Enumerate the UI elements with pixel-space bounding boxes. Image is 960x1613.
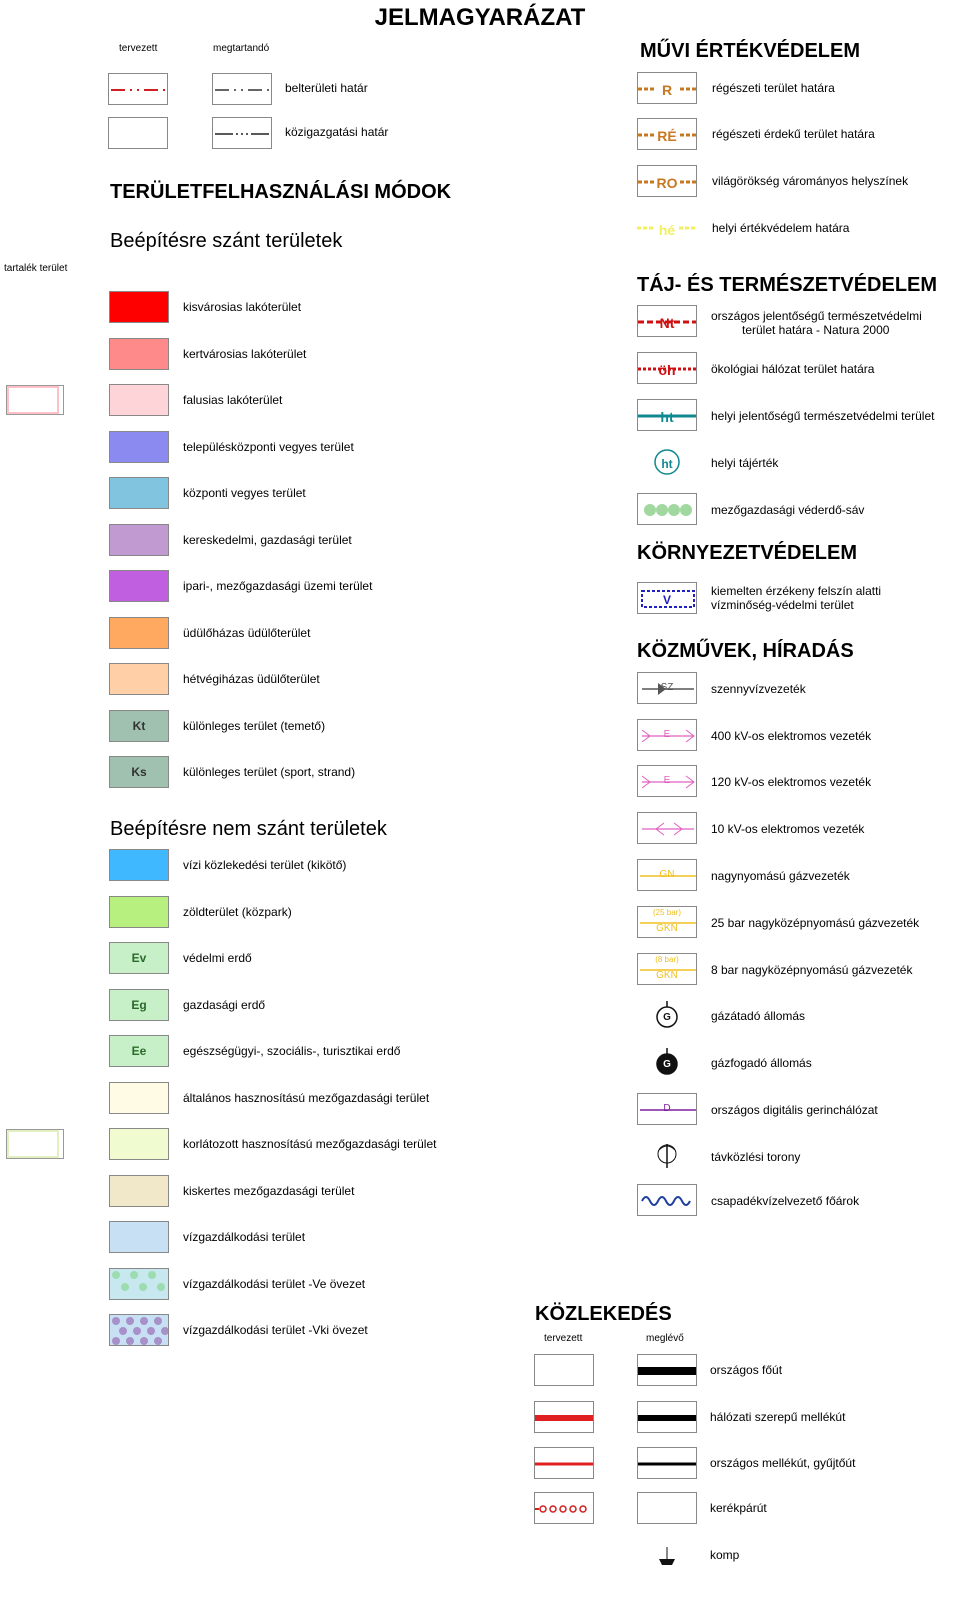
utility-note: (8 bar)	[655, 955, 679, 964]
utility-code: G	[663, 1011, 671, 1023]
heritage-label: régészeti terület határa	[712, 81, 835, 95]
land-use-label: üdülőházas üdülőterület	[183, 626, 311, 640]
utility-label: 120 kV-os elektromos vezeték	[711, 775, 872, 789]
transport-planned-symbol	[534, 1354, 594, 1386]
transport-label: komp	[710, 1548, 740, 1562]
nature-code: öh	[658, 362, 676, 378]
land-use-swatch: Ks	[109, 756, 169, 788]
transport-planned-symbol	[534, 1492, 594, 1524]
reserve-label: tartalék terület	[4, 263, 68, 274]
utility-code: E	[663, 775, 671, 786]
nature-label-line2: terület határa - Natura 2000	[742, 323, 890, 337]
heritage-label: világörökség várományos helyszínek	[712, 174, 909, 188]
transport-existing-symbol	[637, 1354, 697, 1386]
transport-label: hálózati szerepű mellékút	[710, 1410, 846, 1424]
utility-code: E	[663, 729, 671, 740]
land-use-swatch: Ee	[109, 1035, 169, 1067]
keep-label: megtartandó	[213, 43, 270, 54]
boundary-inner-label: belterületi határ	[285, 81, 368, 95]
land-use-swatch	[109, 570, 169, 602]
heritage-title: MŰVI ÉRTÉKVÉDELEM	[640, 40, 861, 62]
boundary-admin-label: közigazgatási határ	[285, 125, 389, 139]
utility-code: GN	[659, 869, 675, 880]
land-use-label: ipari-, mezőgazdasági üzemi terület	[183, 579, 373, 593]
utility-label: 8 bar nagyközépnyomású gázvezeték	[711, 963, 913, 977]
unbuilt-title: Beépítésre nem szánt területek	[110, 818, 387, 840]
utility-label: 400 kV-os elektromos vezeték	[711, 729, 872, 743]
utility-label: 25 bar nagyközépnyomású gázvezeték	[711, 916, 920, 930]
heritage-code: RÉ	[657, 128, 677, 144]
boundary-admin-planned-symbol	[108, 117, 168, 149]
land-use-label: kiskertes mezőgazdasági terület	[183, 1184, 355, 1198]
nature-label: helyi tájérték	[711, 456, 779, 470]
land-use-label: vízgazdálkodási terület -Vki övezet	[183, 1323, 368, 1337]
utility-symbol	[637, 812, 697, 844]
utility-note: (25 bar)	[652, 908, 681, 917]
land-use-swatch	[109, 477, 169, 509]
nature-code: ht	[661, 457, 673, 471]
utility-label: csapadékvízelvezető főárok	[711, 1194, 860, 1208]
land-use-title: TERÜLETFELHASZNÁLÁSI MÓDOK	[110, 181, 452, 203]
heritage-code: R	[661, 82, 673, 98]
land-use-swatch	[109, 1314, 169, 1346]
land-use-swatch	[109, 896, 169, 928]
environment-code: V	[662, 593, 671, 607]
land-use-swatch	[109, 1175, 169, 1207]
transport-planned-symbol	[534, 1447, 594, 1479]
land-use-label: vízgazdálkodási terület	[183, 1230, 306, 1244]
land-use-label: kisvárosias lakóterület	[183, 300, 302, 314]
built-title: Beépítésre szánt területek	[110, 230, 343, 252]
nature-symbol	[637, 352, 697, 384]
land-use-label: településközponti vegyes terület	[183, 440, 354, 454]
land-use-label: védelmi erdő	[183, 951, 252, 965]
land-use-label: vízgazdálkodási terület -Ve övezet	[183, 1277, 366, 1291]
utility-code: D	[663, 1103, 671, 1114]
transport-label: országos főút	[710, 1363, 783, 1377]
land-use-label: kertvárosias lakóterület	[183, 347, 307, 361]
planned-label: tervezett	[119, 43, 158, 54]
land-use-swatch	[109, 291, 169, 323]
utility-label: szennyvízvezeték	[711, 682, 806, 696]
land-use-label: különleges terület (sport, strand)	[183, 765, 356, 779]
nature-symbol	[637, 493, 697, 525]
boundary-inner-keep-symbol	[212, 73, 272, 105]
transport-planned-label: tervezett	[544, 1333, 583, 1344]
utility-code: G	[663, 1058, 671, 1070]
land-use-label: korlátozott hasznosítású mezőgazdasági terület	[183, 1137, 437, 1151]
boundary-admin-keep-symbol	[212, 117, 272, 149]
reserve-symbol-built	[6, 385, 64, 415]
nature-symbol	[637, 305, 697, 337]
utility-label: gázfogadó állomás	[711, 1056, 812, 1070]
transport-planned-symbol	[534, 1401, 594, 1433]
transport-label: országos mellékút, gyűjtőút	[710, 1456, 856, 1470]
nature-code: Nt	[659, 315, 675, 331]
land-use-swatch	[109, 1082, 169, 1114]
environment-label: kiemelten érzékeny felszín alatti	[711, 584, 882, 598]
nature-title: TÁJ- ÉS TERMÉSZETVÉDELEM	[637, 274, 938, 296]
land-use-label: kereskedelmi, gazdasági terület	[183, 533, 352, 547]
nature-label: helyi jelentőségű természetvédelmi terület	[711, 409, 935, 423]
land-use-label: különleges terület (temető)	[183, 719, 326, 733]
utility-label: távközlési torony	[711, 1150, 801, 1164]
utility-code: SZ	[660, 682, 674, 693]
nature-code: ht	[660, 409, 674, 425]
land-use-label: egészségügyi-, szociális-, turisztikai erdő	[183, 1044, 401, 1058]
land-use-label: zöldterület (közpark)	[183, 905, 292, 919]
land-use-label: gazdasági erdő	[183, 998, 266, 1012]
nature-label: országos jelentőségű természetvédelmi	[711, 309, 922, 323]
nature-symbol	[637, 399, 697, 431]
land-use-label: hétvégiházas üdülőterület	[183, 672, 320, 686]
transport-label: kerékpárút	[710, 1501, 767, 1515]
environment-label-line2: vízminőség-védelmi terület	[711, 598, 854, 612]
utility-symbol	[637, 1140, 697, 1172]
land-use-swatch	[109, 1268, 169, 1300]
land-use-swatch	[109, 849, 169, 881]
land-use-label: vízi közlekedési terület (kikötő)	[183, 858, 347, 872]
heritage-code: RO	[656, 175, 678, 191]
nature-label: ökológiai hálózat terület határa	[711, 362, 875, 376]
nature-symbol	[637, 446, 697, 478]
land-use-swatch	[109, 1221, 169, 1253]
environment-title: KÖRNYEZETVÉDELEM	[637, 542, 858, 564]
land-use-label: központi vegyes terület	[183, 486, 306, 500]
heritage-code: hé	[658, 222, 676, 238]
utility-label: országos digitális gerinchálózat	[711, 1103, 878, 1117]
utility-label: 10 kV-os elektromos vezeték	[711, 822, 865, 836]
utility-label: nagynyomású gázvezeték	[711, 869, 850, 883]
reserve-symbol-unbuilt	[6, 1129, 64, 1159]
heritage-label: helyi értékvédelem határa	[712, 221, 850, 235]
utility-symbol	[637, 1184, 697, 1216]
utility-label: gázátadó állomás	[711, 1009, 806, 1023]
nature-label: mezőgazdasági véderdő-sáv	[711, 503, 865, 517]
utilities-title: KÖZMŰVEK, HÍRADÁS	[637, 640, 854, 662]
transport-existing-symbol	[637, 1447, 697, 1479]
land-use-swatch	[109, 431, 169, 463]
transport-existing-label: meglévő	[646, 1333, 684, 1344]
page-title: JELMAGYARÁZAT	[374, 4, 586, 31]
utility-code: GKN	[656, 970, 678, 981]
land-use-swatch: Eg	[109, 989, 169, 1021]
land-use-swatch	[109, 338, 169, 370]
land-use-swatch: Kt	[109, 710, 169, 742]
heritage-label: régészeti érdekű terület határa	[712, 127, 875, 141]
land-use-swatch	[109, 524, 169, 556]
land-use-swatch	[109, 1128, 169, 1160]
land-use-swatch	[109, 617, 169, 649]
land-use-swatch	[109, 384, 169, 416]
land-use-label: általános hasznosítású mezőgazdasági terület	[183, 1091, 430, 1105]
land-use-label: falusias lakóterület	[183, 393, 283, 407]
utility-code: GKN	[656, 923, 678, 934]
transport-existing-symbol	[637, 1492, 697, 1524]
land-use-swatch: Ev	[109, 942, 169, 974]
transport-existing-symbol	[637, 1539, 697, 1571]
boundary-inner-planned-symbol	[108, 73, 168, 105]
transport-title: KÖZLEKEDÉS	[535, 1303, 672, 1325]
transport-existing-symbol	[637, 1401, 697, 1433]
land-use-swatch	[109, 663, 169, 695]
